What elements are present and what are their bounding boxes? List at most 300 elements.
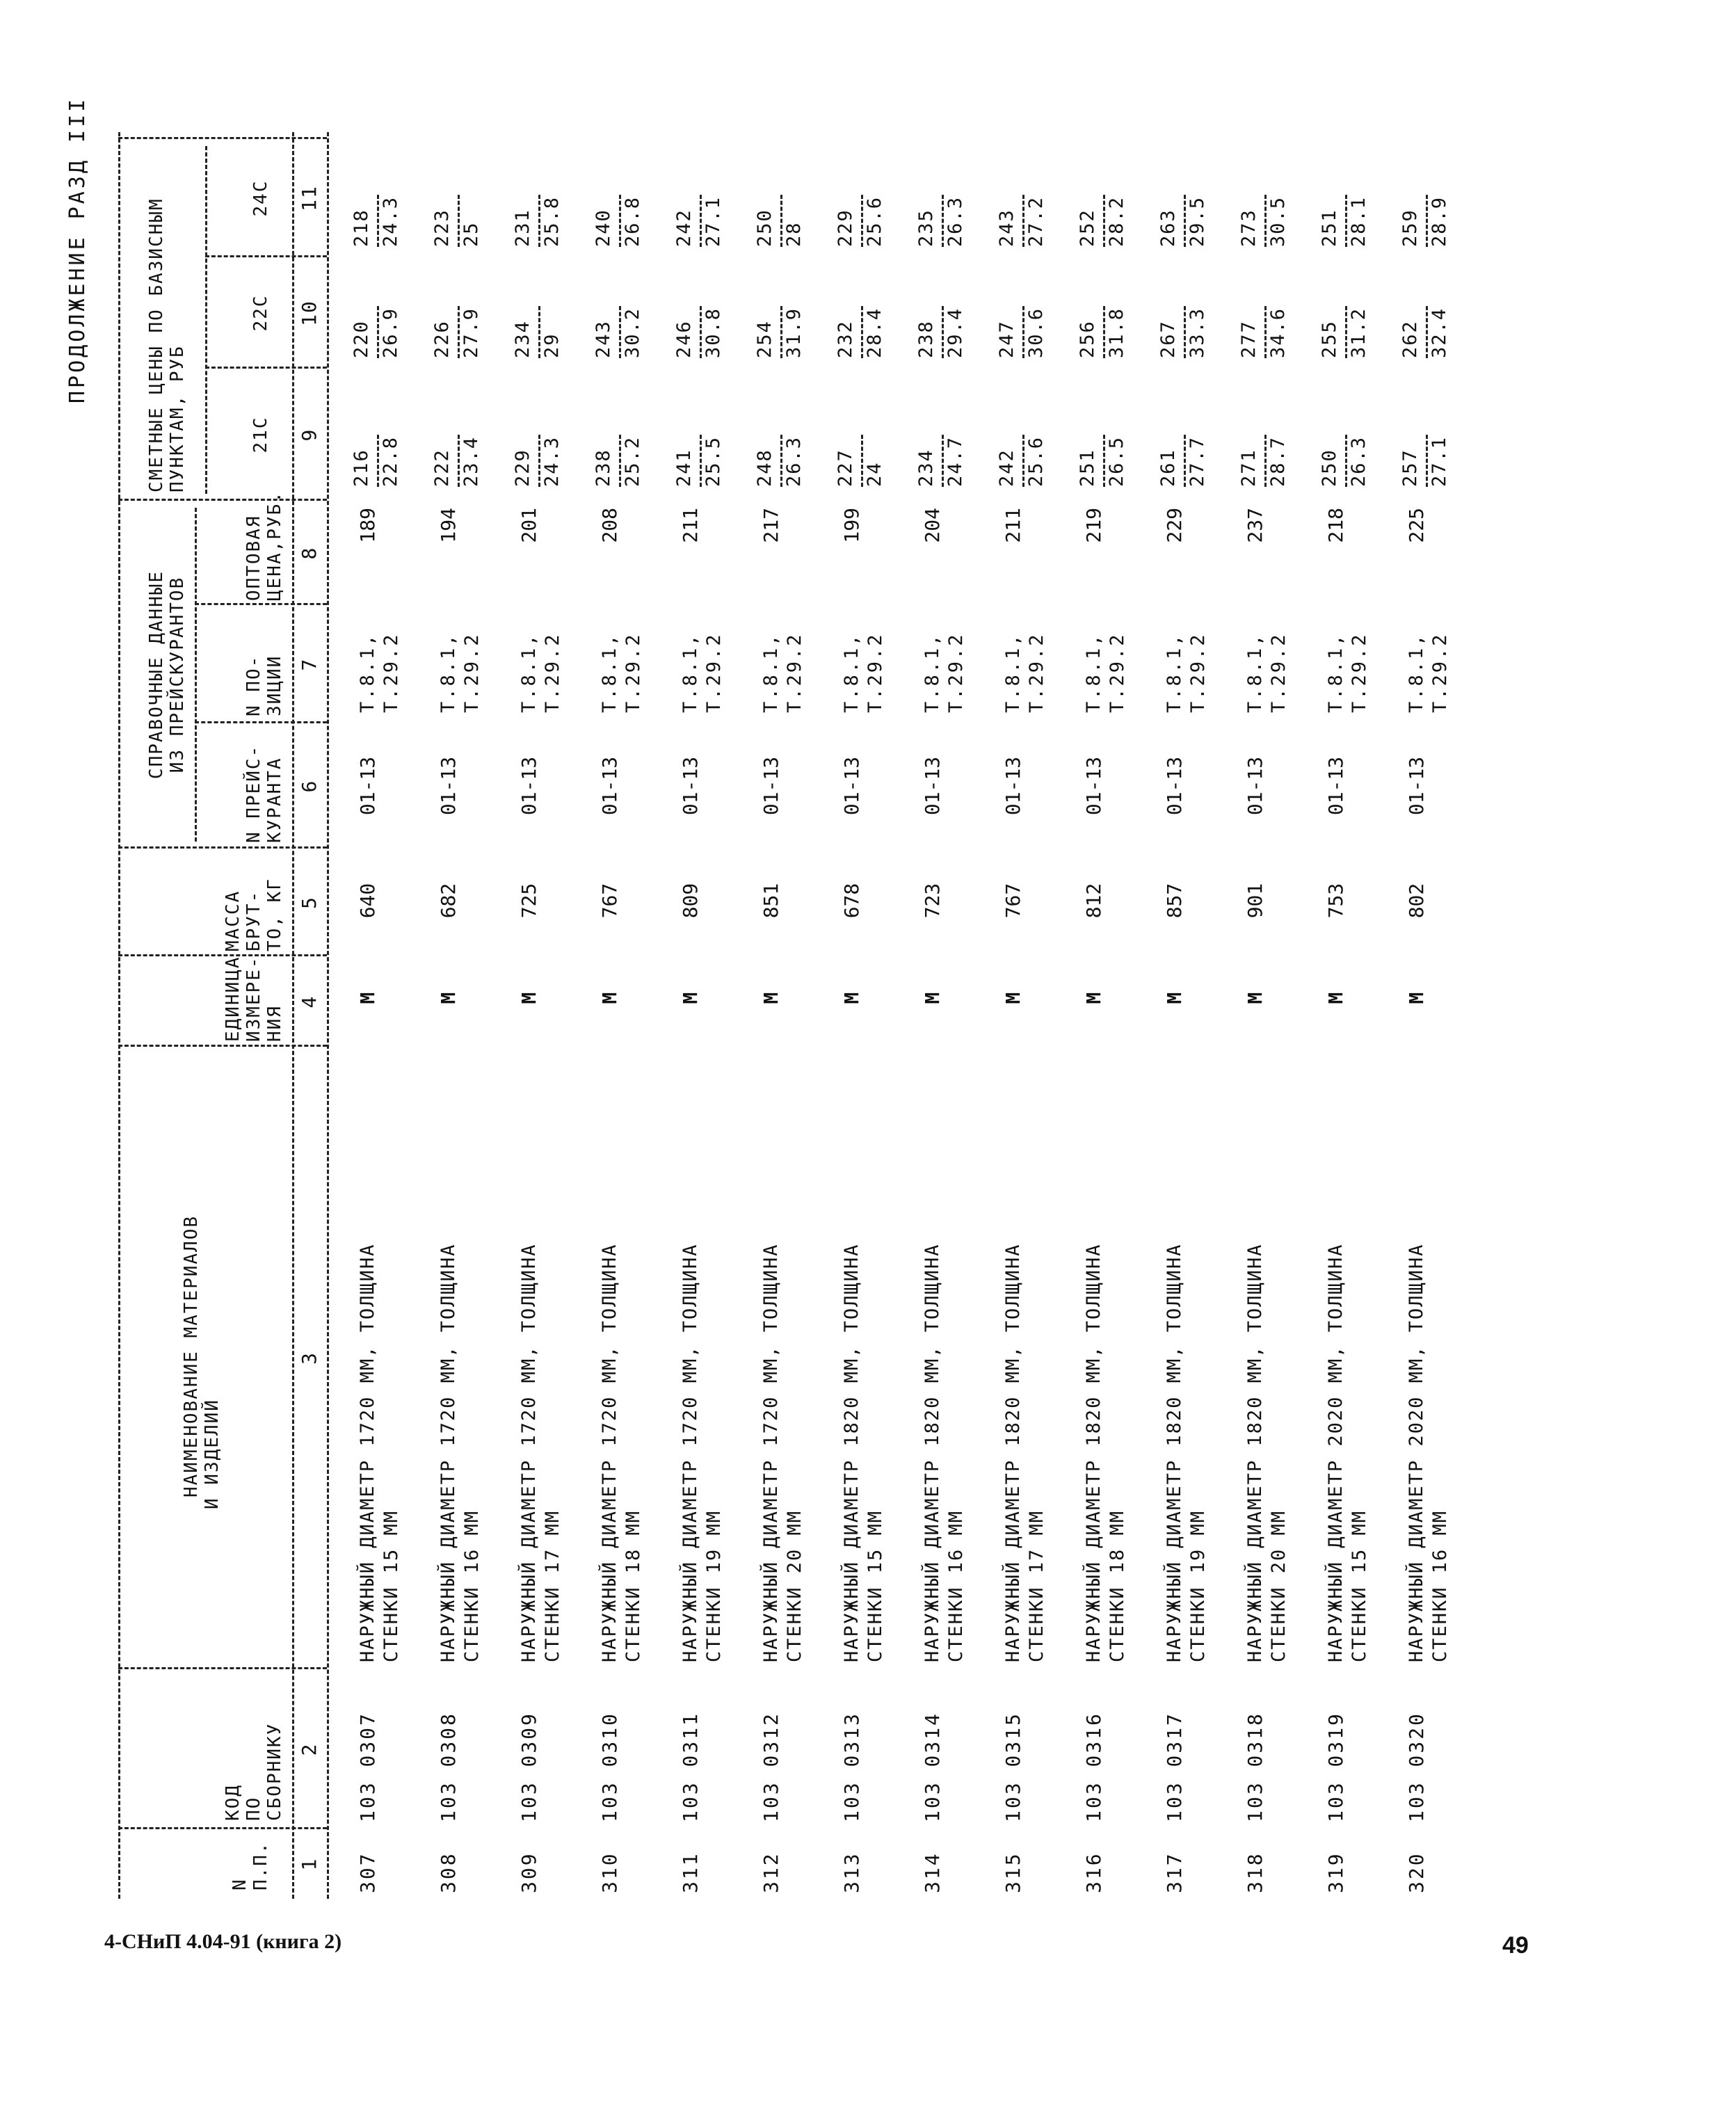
price-24c-value: 223 [431, 209, 453, 247]
row-price-24c [1148, 143, 1231, 247]
row-material-name-line2: СТЕНКИ 16 ММ [1429, 1509, 1451, 1662]
table-row [421, 132, 505, 1899]
row-position [1002, 602, 1049, 713]
price-divider [700, 195, 702, 247]
price-24c-value: 273 [1238, 209, 1260, 247]
row-unit: М [679, 992, 702, 1004]
price-22c-secondary: 31.2 [1348, 307, 1369, 358]
row-pricelist-number: 01-13 [1082, 756, 1105, 816]
price-21c-value: 234 [915, 449, 937, 487]
row-mass: 809 [679, 883, 702, 919]
row-material-name [679, 1050, 726, 1662]
row-price-22c [502, 254, 586, 358]
price-21c-secondary: 25.2 [622, 435, 643, 487]
row-mass: 802 [1405, 883, 1428, 919]
row-position-line2: Т.29.2 [1429, 632, 1451, 713]
colnum: 3 [298, 1351, 321, 1365]
row-number: 311 [679, 1851, 702, 1893]
row-material-name-line1: НАРУЖНЫЙ ДИАМЕТР 1820 ММ, ТОЛЩИНА [1244, 1243, 1266, 1662]
row-unit: М [1405, 992, 1428, 1004]
row-price-24c [502, 143, 586, 247]
price-divider [942, 435, 944, 487]
price-divider [1184, 195, 1186, 247]
row-unit: М [921, 992, 944, 1004]
row-position [1244, 602, 1291, 713]
row-unit: М [356, 992, 379, 1004]
row-code: 103 0310 [598, 1712, 621, 1822]
row-material-name-line2: СТЕНКИ 15 ММ [865, 1509, 886, 1662]
row-price-22c [1228, 254, 1312, 358]
row-material-name [598, 1050, 645, 1662]
price-divider [1022, 306, 1024, 358]
row-position-line2: Т.29.2 [461, 632, 483, 713]
price-21c-secondary: 26.3 [1348, 435, 1369, 487]
price-22c-value: 234 [512, 320, 533, 358]
price-divider [1103, 306, 1105, 358]
price-22c-secondary: 28.4 [864, 307, 885, 358]
col-sep [118, 137, 327, 139]
row-code: 103 0312 [760, 1712, 782, 1822]
price-divider [1345, 195, 1347, 247]
row-code: 103 0318 [1244, 1712, 1267, 1822]
price-21c-value: 242 [996, 449, 1018, 487]
price-21c-secondary: 27.7 [1187, 435, 1208, 487]
colnum: 11 [298, 185, 321, 211]
price-21c-value: 227 [835, 449, 856, 487]
price-22c-value: 226 [431, 320, 453, 358]
price-divider [377, 306, 379, 358]
price-24c-secondary: 27.1 [702, 195, 724, 247]
row-number: 308 [437, 1851, 460, 1893]
row-material-name-line2: СТЕНКИ 16 ММ [945, 1509, 967, 1662]
row-wholesale-price: 211 [679, 508, 702, 543]
row-price-22c [1067, 254, 1150, 358]
row-number: 319 [1324, 1851, 1347, 1893]
row-position [921, 602, 968, 713]
row-number: 313 [840, 1851, 863, 1893]
price-21c-value: 238 [593, 449, 614, 487]
price-24c-value: 235 [915, 209, 937, 247]
price-22c-value: 277 [1238, 320, 1260, 358]
row-pricelist-number: 01-13 [1163, 756, 1186, 816]
row-wholesale-price: 229 [1163, 508, 1186, 543]
price-22c-value: 262 [1399, 320, 1421, 358]
price-divider [1264, 306, 1267, 358]
price-divider [1345, 435, 1347, 487]
row-position [517, 602, 565, 713]
price-divider [700, 435, 702, 487]
price-21c-secondary: 22.8 [380, 435, 401, 487]
price-22c-value: 247 [996, 320, 1018, 358]
price-24c-value: 242 [673, 209, 695, 247]
row-pricelist-number: 01-13 [517, 756, 540, 816]
row-wholesale-price: 217 [760, 508, 782, 543]
header-col6: N ПРЕЙС- КУРАНТА [243, 744, 285, 843]
header-col10: 22С [250, 294, 271, 332]
price-divider [458, 195, 460, 247]
header-col5: МАССА БРУТ- ТО, КГ [223, 878, 285, 951]
row-price-22c [583, 254, 666, 358]
price-21c-secondary: 28.7 [1267, 435, 1289, 487]
row-position [598, 602, 645, 713]
row-mass: 678 [840, 883, 863, 919]
row-pricelist-number: 01-13 [598, 756, 621, 816]
colnum: 10 [298, 300, 321, 326]
price-21c-secondary: 25.5 [702, 435, 724, 487]
row-position-line1: Т.8.1, [437, 632, 459, 713]
row-material-name-line1: НАРУЖНЫЙ ДИАМЕТР 1820 ММ, ТОЛЩИНА [841, 1243, 862, 1662]
row-material-name [356, 1050, 403, 1662]
table-row [1067, 132, 1150, 1899]
row-material-name [1244, 1050, 1291, 1662]
row-material-name-line1: НАРУЖНЫЙ ДИАМЕТР 1720 ММ, ТОЛЩИНА [518, 1243, 540, 1662]
row-number: 310 [598, 1851, 621, 1893]
price-21c-value: 261 [1157, 449, 1179, 487]
price-22c-value: 246 [673, 320, 695, 358]
row-number: 317 [1163, 1851, 1186, 1893]
row-pricelist-number: 01-13 [921, 756, 944, 816]
row-wholesale-price: 218 [1324, 508, 1347, 543]
row-price-22c [1390, 254, 1473, 358]
price-divider [538, 195, 540, 247]
row-code: 103 0317 [1163, 1712, 1186, 1822]
row-material-name-line1: НАРУЖНЫЙ ДИАМЕТР 1720 ММ, ТОЛЩИНА [599, 1243, 620, 1662]
header-col7: N ПО- ЗИЦИИ [243, 654, 285, 716]
row-unit: М [1163, 992, 1186, 1004]
row-material-name [437, 1050, 484, 1662]
price-22c-secondary: 31.8 [1106, 307, 1127, 358]
row-price-22c [1148, 254, 1231, 358]
colnum: 4 [298, 995, 321, 1009]
row-price-24c [825, 143, 908, 247]
header-col2: КОД ПО СБОРНИКУ [223, 1722, 285, 1821]
row-price-21c [583, 383, 666, 487]
row-pricelist-number: 01-13 [1002, 756, 1024, 816]
page-number: 49 [1502, 1932, 1529, 1959]
price-21c-value: 222 [431, 449, 453, 487]
row-unit: М [598, 992, 621, 1004]
row-price-22c [906, 254, 989, 358]
row-position-line2: Т.29.2 [542, 632, 563, 713]
row-wholesale-price: 199 [840, 508, 863, 543]
row-position [760, 602, 807, 713]
row-material-name-line1: НАРУЖНЫЙ ДИАМЕТР 1720 ММ, ТОЛЩИНА [437, 1243, 459, 1662]
table-row [1148, 132, 1231, 1899]
row-position-line2: Т.29.2 [945, 632, 967, 713]
ref-group-rule [195, 508, 197, 842]
row-mass: 753 [1324, 883, 1347, 919]
price-21c-secondary: 27.1 [1429, 435, 1450, 487]
row-price-24c [421, 143, 505, 247]
row-position-line1: Т.8.1, [357, 632, 378, 713]
rotated-table [65, 96, 1736, 1899]
price-24c-value: 251 [1319, 209, 1340, 247]
row-material-name-line1: НАРУЖНЫЙ ДИАМЕТР 1720 ММ, ТОЛЩИНА [760, 1243, 782, 1662]
row-position-line1: Т.8.1, [922, 632, 943, 713]
row-position-line2: Т.29.2 [865, 632, 886, 713]
price-divider [1426, 435, 1428, 487]
price-21c-value: 257 [1399, 449, 1421, 487]
row-price-24c [1228, 143, 1312, 247]
row-price-22c [986, 254, 1070, 358]
row-code: 103 0316 [1082, 1712, 1105, 1822]
row-position [840, 602, 887, 713]
row-position [1082, 602, 1130, 713]
row-pricelist-number: 01-13 [840, 756, 863, 816]
price-24c-secondary: 26.3 [945, 195, 966, 247]
price-21c-value: 241 [673, 449, 695, 487]
price-divider [1264, 435, 1267, 487]
row-position-line2: Т.29.2 [380, 632, 402, 713]
price-divider [942, 306, 944, 358]
row-material-name-line1: НАРУЖНЫЙ ДИАМЕТР 1720 ММ, ТОЛЩИНА [357, 1243, 378, 1662]
row-wholesale-price: 194 [437, 508, 460, 543]
row-price-21c [1228, 383, 1312, 487]
price-24c-secondary: 28 [783, 221, 805, 247]
price-divider [1426, 195, 1428, 247]
row-material-name-line1: НАРУЖНЫЙ ДИАМЕТР 1720 ММ, ТОЛЩИНА [680, 1243, 701, 1662]
price-24c-secondary: 28.9 [1429, 195, 1450, 247]
row-material-name-line2: СТЕНКИ 20 ММ [1268, 1509, 1289, 1662]
col-sep [118, 499, 327, 501]
header-col3: НАИМЕНОВАНИЕ МАТЕРИАЛОВ И ИЗДЕЛИЙ [181, 1214, 223, 1509]
row-price-22c [341, 254, 424, 358]
price-24c-secondary: 25 [460, 221, 482, 247]
price-divider [1264, 195, 1267, 247]
price-divider [1022, 195, 1024, 247]
row-price-22c [825, 254, 908, 358]
row-price-21c [825, 383, 908, 487]
row-position-line2: Т.29.2 [1026, 632, 1047, 713]
row-material-name [921, 1050, 968, 1662]
row-position-line1: Т.8.1, [680, 632, 701, 713]
row-wholesale-price: 237 [1244, 508, 1267, 543]
row-position [437, 602, 484, 713]
row-code: 103 0320 [1405, 1712, 1428, 1822]
price-21c-secondary: 23.4 [460, 435, 482, 487]
row-material-name-line2: СТЕНКИ 17 ММ [1026, 1509, 1047, 1662]
price-divider [1184, 306, 1186, 358]
price-divider [458, 306, 460, 358]
price-divider [1426, 306, 1428, 358]
row-price-21c [664, 383, 747, 487]
row-wholesale-price: 201 [517, 508, 540, 543]
row-position [1163, 602, 1210, 713]
table-row [744, 132, 828, 1899]
row-code: 103 0313 [840, 1712, 863, 1822]
row-unit: М [1002, 992, 1024, 1004]
row-price-24c [1390, 143, 1473, 247]
row-pricelist-number: 01-13 [1405, 756, 1428, 816]
row-position-line1: Т.8.1, [518, 632, 540, 713]
row-material-name-line2: СТЕНКИ 20 ММ [784, 1509, 805, 1662]
row-mass: 723 [921, 883, 944, 919]
table-row [1390, 132, 1473, 1899]
price-22c-secondary: 30.2 [622, 307, 643, 358]
row-code: 103 0307 [356, 1712, 379, 1822]
row-position-line1: Т.8.1, [1406, 632, 1427, 713]
row-wholesale-price: 211 [1002, 508, 1024, 543]
row-wholesale-price: 208 [598, 508, 621, 543]
row-price-22c [421, 254, 505, 358]
col-sep [118, 1827, 327, 1829]
price-21c-value: 271 [1238, 449, 1260, 487]
row-material-name-line2: СТЕНКИ 16 ММ [461, 1509, 483, 1662]
row-number: 315 [1002, 1851, 1024, 1893]
col-sep [118, 846, 327, 849]
header-col11: 24С [250, 179, 271, 217]
row-position [1324, 602, 1372, 713]
row-position-line2: Т.29.2 [784, 632, 805, 713]
price-21c-value: 251 [1077, 449, 1098, 487]
price-divider [1184, 435, 1186, 487]
row-number: 309 [517, 1851, 540, 1893]
price-24c-secondary: 28.1 [1348, 195, 1369, 247]
row-material-name-line2: СТЕНКИ 18 ММ [1107, 1509, 1128, 1662]
header-group-ref: СПРАВОЧНЫЕ ДАННЫЕ ИЗ ПРЕЙСКУРАНТОВ [146, 570, 188, 780]
row-position-line1: Т.8.1, [841, 632, 862, 713]
row-code: 103 0308 [437, 1712, 460, 1822]
price-21c-secondary: 24.3 [541, 435, 563, 487]
row-position-line1: Т.8.1, [1244, 632, 1266, 713]
row-position [1405, 602, 1452, 713]
price-24c-value: 259 [1399, 209, 1421, 247]
row-price-24c [341, 143, 424, 247]
table-row [502, 132, 586, 1899]
table-top-rule [118, 132, 120, 1899]
table-row [906, 132, 989, 1899]
row-unit: М [1082, 992, 1105, 1004]
row-pricelist-number: 01-13 [437, 756, 460, 816]
row-position-line1: Т.8.1, [1164, 632, 1185, 713]
row-wholesale-price: 225 [1405, 508, 1428, 543]
header-bottom-rule [292, 132, 294, 1899]
row-number: 316 [1082, 1851, 1105, 1893]
row-material-name-line2: СТЕНКИ 15 ММ [380, 1509, 402, 1662]
row-price-22c [744, 254, 828, 358]
row-material-name [1002, 1050, 1049, 1662]
price-22c-secondary: 27.9 [460, 307, 482, 358]
row-price-24c [664, 143, 747, 247]
row-position [679, 602, 726, 713]
price-divider [1103, 435, 1105, 487]
row-price-22c [664, 254, 747, 358]
row-code: 103 0315 [1002, 1712, 1024, 1822]
price-divider [377, 195, 379, 247]
price-divider [1022, 435, 1024, 487]
row-position-line2: Т.29.2 [1187, 632, 1209, 713]
price-21c-value: 250 [1319, 449, 1340, 487]
row-material-name-line1: НАРУЖНЫЙ ДИАМЕТР 2020 ММ, ТОЛЩИНА [1406, 1243, 1427, 1662]
price-24c-value: 250 [754, 209, 775, 247]
colnum: 6 [298, 779, 321, 793]
row-mass: 767 [1002, 883, 1024, 919]
price-22c-secondary: 31.9 [783, 307, 805, 358]
row-material-name-line1: НАРУЖНЫЙ ДИАМЕТР 1820 ММ, ТОЛЩИНА [1002, 1243, 1024, 1662]
row-position [356, 602, 403, 713]
row-code: 103 0319 [1324, 1712, 1347, 1822]
colnum: 7 [298, 657, 321, 671]
price-24c-secondary: 30.5 [1267, 195, 1289, 247]
row-price-24c [1067, 143, 1150, 247]
row-unit: М [1324, 992, 1347, 1004]
row-number: 320 [1405, 1851, 1428, 1893]
price-24c-secondary: 29.5 [1187, 195, 1208, 247]
price-22c-secondary: 29.4 [945, 307, 966, 358]
price-22c-secondary: 32.4 [1429, 307, 1450, 358]
row-price-21c [502, 383, 586, 487]
price-21c-value: 248 [754, 449, 775, 487]
price-24c-value: 252 [1077, 209, 1098, 247]
row-number: 314 [921, 1851, 944, 1893]
row-price-21c [421, 383, 505, 487]
colnum: 1 [298, 1857, 321, 1871]
price-divider [861, 306, 863, 358]
row-position-line1: Т.8.1, [599, 632, 620, 713]
header-group-prices: СМЕТНЫЕ ЦЕНЫ ПО БАЗИСНЫМ ПУНКТАМ, РУБ [146, 198, 188, 492]
price-22c-secondary: 30.8 [702, 307, 724, 358]
row-position-line2: Т.29.2 [1107, 632, 1128, 713]
price-21c-secondary: 26.3 [783, 435, 805, 487]
row-position-line2: Т.29.2 [622, 632, 644, 713]
price-divider [942, 195, 944, 247]
table-row [1228, 132, 1312, 1899]
price-21c-secondary: 24 [864, 461, 885, 487]
col-sep [118, 1667, 327, 1669]
row-price-21c [1390, 383, 1473, 487]
price-divider [1345, 306, 1347, 358]
row-price-24c [906, 143, 989, 247]
row-position-line1: Т.8.1, [1083, 632, 1104, 713]
table-row [583, 132, 666, 1899]
price-divider [780, 195, 782, 247]
row-mass: 851 [760, 883, 782, 919]
price-22c-value: 238 [915, 320, 937, 358]
row-material-name-line2: СТЕНКИ 15 ММ [1349, 1509, 1370, 1662]
price-divider [1103, 195, 1105, 247]
row-unit: М [517, 992, 540, 1004]
row-price-21c [341, 383, 424, 487]
row-price-22c [1309, 254, 1392, 358]
row-unit: М [760, 992, 782, 1004]
row-position-line2: Т.29.2 [703, 632, 725, 713]
row-position-line1: Т.8.1, [1325, 632, 1347, 713]
row-code: 103 0309 [517, 1712, 540, 1822]
row-price-21c [744, 383, 828, 487]
row-pricelist-number: 01-13 [1324, 756, 1347, 816]
price-22c-value: 256 [1077, 320, 1098, 358]
row-mass: 640 [356, 883, 379, 919]
row-mass: 901 [1244, 883, 1267, 919]
row-material-name-line1: НАРУЖНЫЙ ДИАМЕТР 2020 ММ, ТОЛЩИНА [1325, 1243, 1347, 1662]
row-material-name [1163, 1050, 1210, 1662]
row-pricelist-number: 01-13 [356, 756, 379, 816]
col-sep [118, 1045, 327, 1047]
footer-reference: 4-СНиП 4.04-91 (книга 2) [104, 1930, 342, 1953]
row-material-name [1324, 1050, 1372, 1662]
row-pricelist-number: 01-13 [760, 756, 782, 816]
row-material-name [840, 1050, 887, 1662]
row-material-name-line2: СТЕНКИ 18 ММ [622, 1509, 644, 1662]
row-price-24c [1309, 143, 1392, 247]
row-mass: 812 [1082, 883, 1105, 919]
price-22c-value: 267 [1157, 320, 1179, 358]
row-price-21c [906, 383, 989, 487]
price-22c-secondary: 30.6 [1025, 307, 1047, 358]
row-position-line2: Т.29.2 [1268, 632, 1289, 713]
row-price-21c [986, 383, 1070, 487]
row-code: 103 0314 [921, 1712, 944, 1822]
